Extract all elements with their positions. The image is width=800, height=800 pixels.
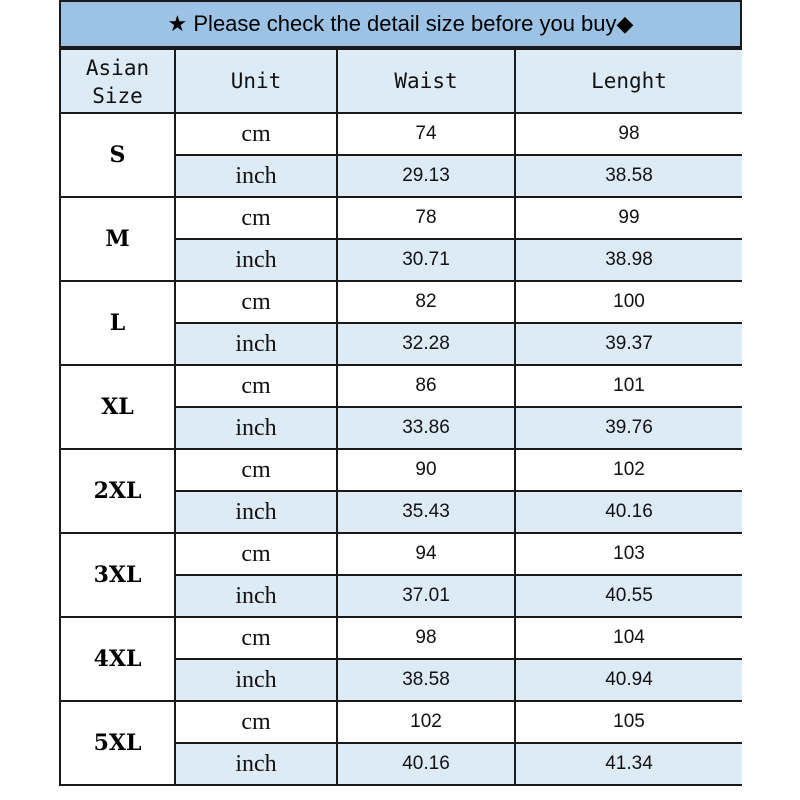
- cm-length-value: 104: [515, 617, 742, 659]
- cm-waist-value: 78: [337, 197, 515, 239]
- size-label: 3XL: [60, 533, 175, 617]
- inch-length-value: 39.37: [515, 323, 742, 365]
- inch-waist-value: 32.28: [337, 323, 515, 365]
- cm-length-value: 101: [515, 365, 742, 407]
- header-length: Lenght: [515, 49, 742, 113]
- header-unit: Unit: [175, 49, 337, 113]
- inch-unit-label: inch: [175, 239, 337, 281]
- cm-waist-value: 102: [337, 701, 515, 743]
- table-row: [60, 617, 742, 659]
- table-header-row: [60, 49, 742, 113]
- inch-waist-value: 35.43: [337, 491, 515, 533]
- table-row: [60, 365, 742, 407]
- inch-length-value: 38.58: [515, 155, 742, 197]
- size-chart: [59, 0, 742, 800]
- cm-unit-label: cm: [175, 617, 337, 659]
- cm-unit-label: cm: [175, 197, 337, 239]
- size-label: L: [60, 281, 175, 365]
- inch-waist-value: 30.71: [337, 239, 515, 281]
- table-row: [60, 113, 742, 155]
- inch-waist-value: 38.58: [337, 659, 515, 701]
- cm-waist-value: 94: [337, 533, 515, 575]
- cm-unit-label: cm: [175, 365, 337, 407]
- table-row: [60, 701, 742, 743]
- size-label: 5XL: [60, 701, 175, 785]
- cm-waist-value: 74: [337, 113, 515, 155]
- cm-length-value: 99: [515, 197, 742, 239]
- table-row: [60, 197, 742, 239]
- cm-waist-value: 98: [337, 617, 515, 659]
- cm-length-value: 103: [515, 533, 742, 575]
- inch-length-value: 40.16: [515, 491, 742, 533]
- cm-length-value: 98: [515, 113, 742, 155]
- size-label: S: [60, 113, 175, 197]
- inch-waist-value: 40.16: [337, 743, 515, 785]
- inch-waist-value: 33.86: [337, 407, 515, 449]
- inch-unit-label: inch: [175, 155, 337, 197]
- inch-waist-value: 29.13: [337, 155, 515, 197]
- size-table: [59, 48, 742, 786]
- inch-waist-value: 37.01: [337, 575, 515, 617]
- cm-length-value: 100: [515, 281, 742, 323]
- cm-unit-label: cm: [175, 701, 337, 743]
- inch-length-value: 40.55: [515, 575, 742, 617]
- cm-length-value: 105: [515, 701, 742, 743]
- cm-waist-value: 90: [337, 449, 515, 491]
- cm-waist-value: 82: [337, 281, 515, 323]
- inch-length-value: 40.94: [515, 659, 742, 701]
- cm-unit-label: cm: [175, 113, 337, 155]
- inch-unit-label: inch: [175, 323, 337, 365]
- inch-unit-label: inch: [175, 491, 337, 533]
- cm-length-value: 102: [515, 449, 742, 491]
- inch-length-value: 38.98: [515, 239, 742, 281]
- table-row: [60, 533, 742, 575]
- inch-unit-label: inch: [175, 659, 337, 701]
- size-chart-banner: ★ Please check the detail size before you buy◆: [59, 0, 742, 48]
- inch-unit-label: inch: [175, 407, 337, 449]
- cm-unit-label: cm: [175, 281, 337, 323]
- size-table-body: [60, 113, 742, 785]
- cm-waist-value: 86: [337, 365, 515, 407]
- table-row: [60, 449, 742, 491]
- inch-length-value: 39.76: [515, 407, 742, 449]
- size-label: M: [60, 197, 175, 281]
- inch-unit-label: inch: [175, 575, 337, 617]
- size-label: 4XL: [60, 617, 175, 701]
- inch-unit-label: inch: [175, 743, 337, 785]
- cm-unit-label: cm: [175, 449, 337, 491]
- header-waist: Waist: [337, 49, 515, 113]
- inch-length-value: 41.34: [515, 743, 742, 785]
- size-label: XL: [60, 365, 175, 449]
- header-asian-size: Asian Size: [60, 49, 175, 113]
- size-label: 2XL: [60, 449, 175, 533]
- cm-unit-label: cm: [175, 533, 337, 575]
- table-row: [60, 281, 742, 323]
